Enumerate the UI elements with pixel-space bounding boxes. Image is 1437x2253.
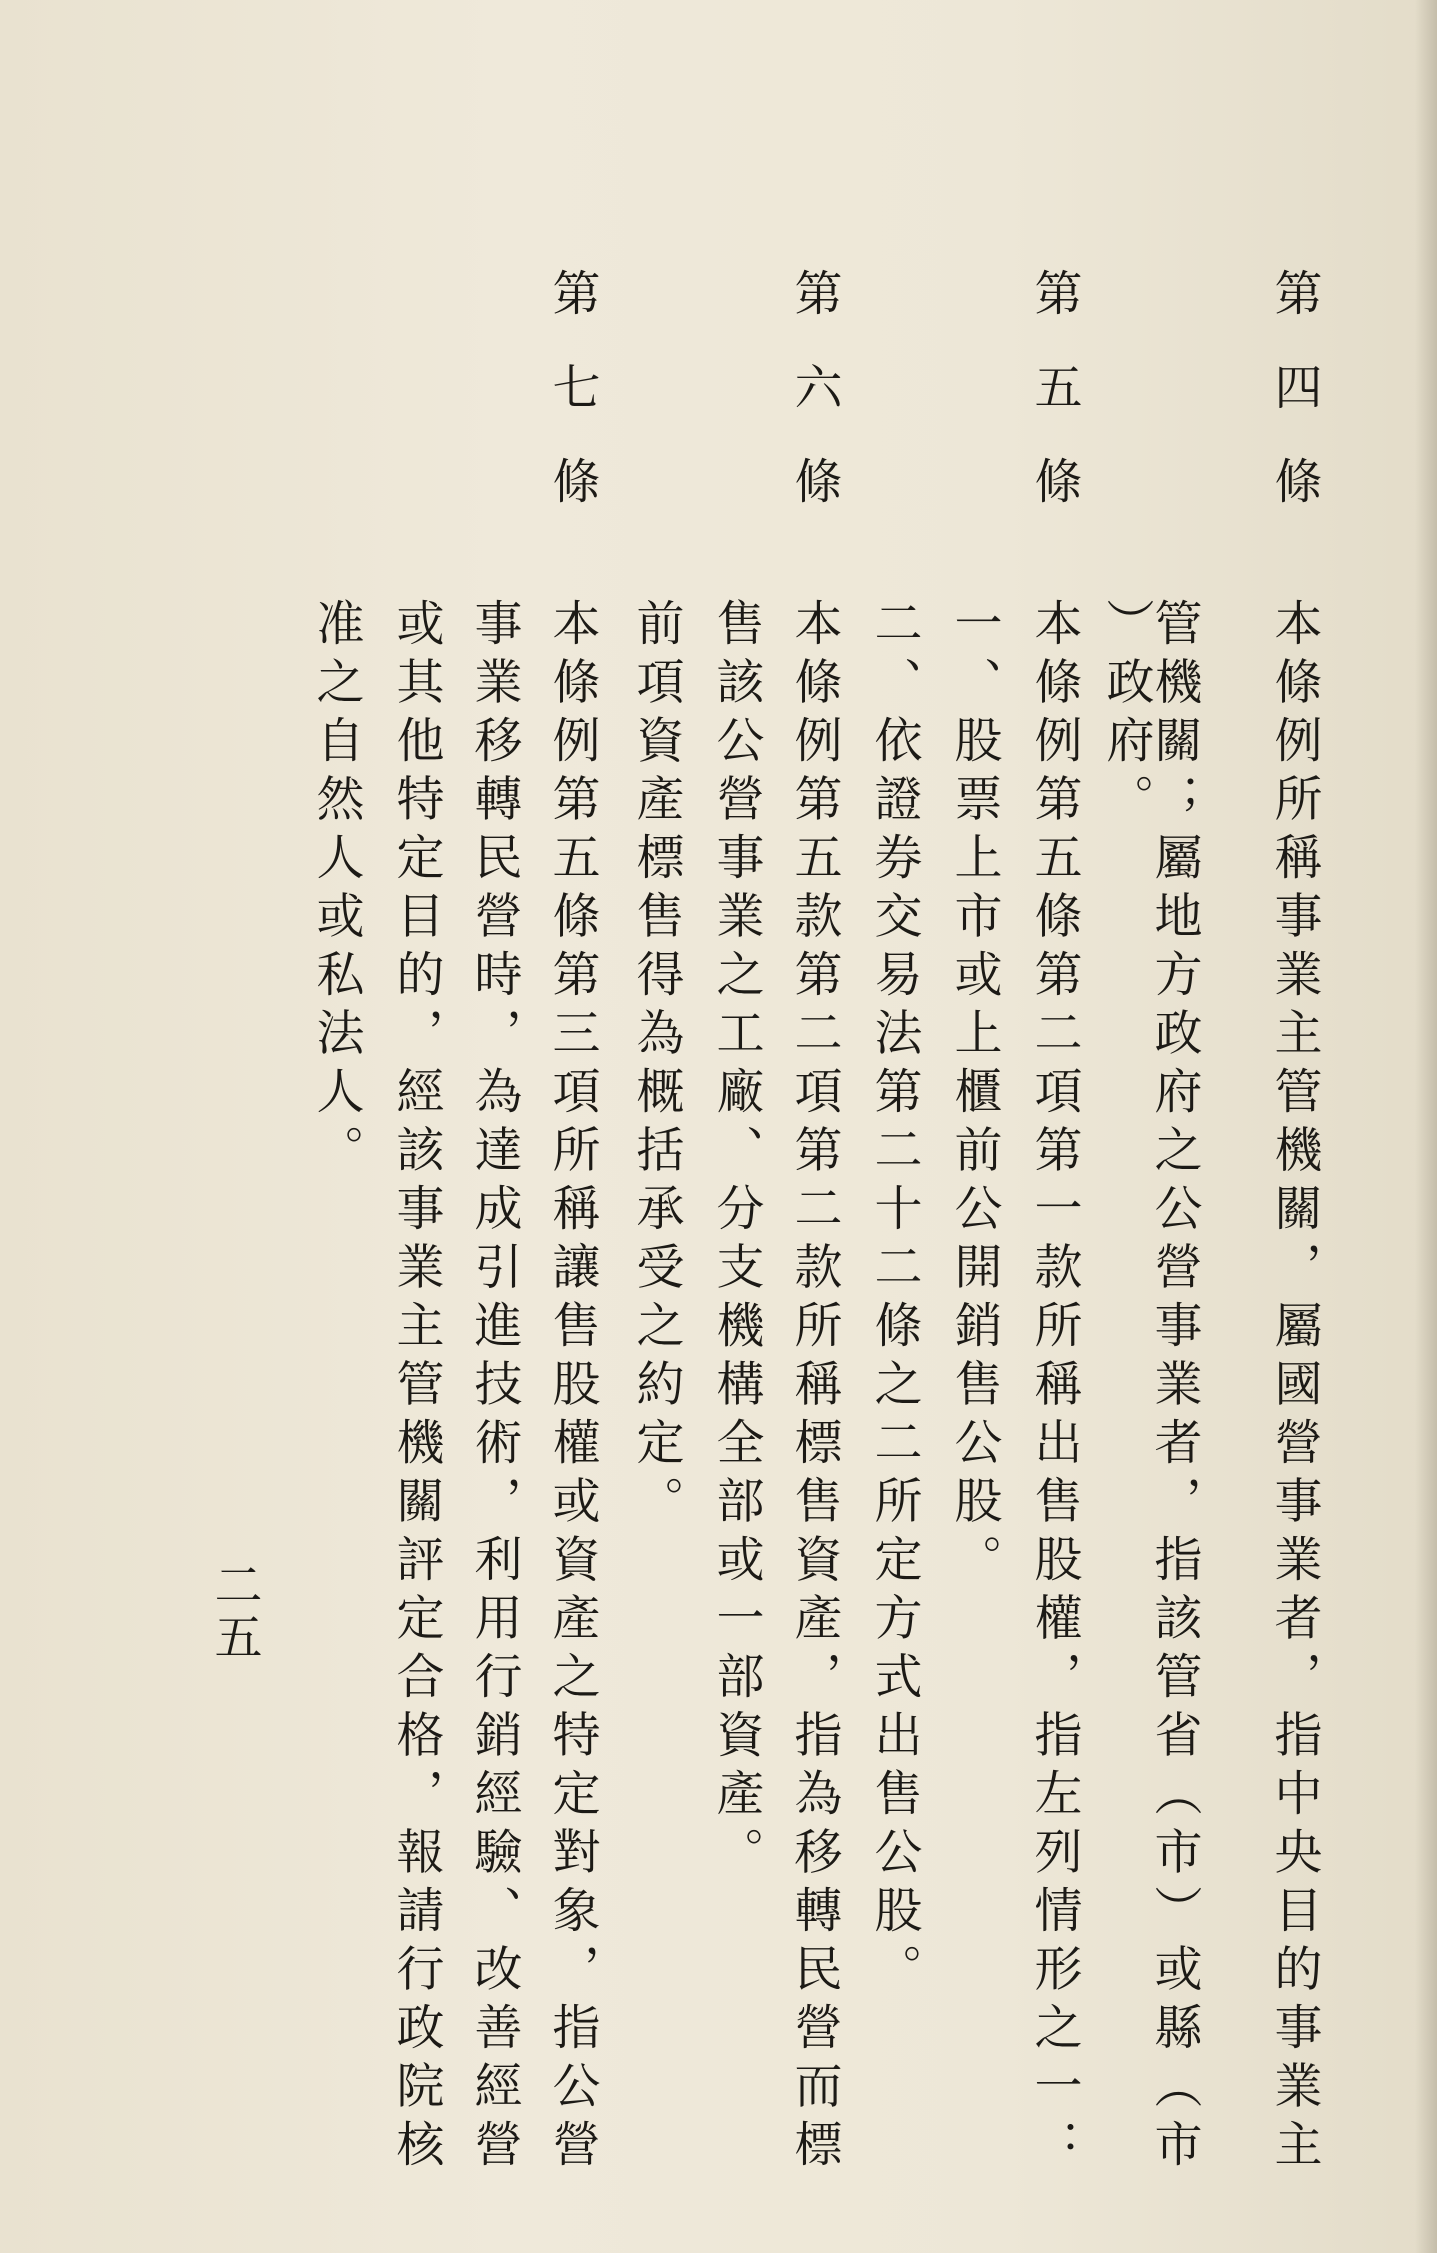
article-5-body-line-3: 二、依證券交易法第二十二條之二所定方式出售公股。	[866, 598, 922, 2002]
article-7-body-line-2: 事業移轉民營時，為達成引進技術，利用行銷經驗、改善經營	[466, 598, 522, 2178]
page-number: 二五	[206, 1560, 262, 1664]
article-5-body-line-1: 本條例第五條第二項第一款所稱出售股權，指左列情形之一：	[1026, 598, 1082, 2178]
page-edge-shadow	[1415, 0, 1437, 2253]
article-4-body-line-2: 管機關；屬地方政府之公營事業者，指該管省（市）或縣（市	[1146, 598, 1202, 2178]
article-6-body-line-3: 前項資產標售得為概括承受之約定。	[628, 598, 684, 1534]
article-7-body-line-3: 或其他特定目的，經該事業主管機關評定合格，報請行政院核	[388, 598, 444, 2178]
article-7-heading: 第七條	[544, 268, 600, 550]
article-7-body-line-4: 准之自然人或私法人。	[308, 598, 364, 1183]
article-6-heading: 第六條	[786, 268, 842, 550]
article-4-heading-col: 第四條	[1266, 268, 1322, 550]
article-5-heading: 第五條	[1026, 268, 1082, 550]
article-5-body-line-2: 一、股票上市或上櫃前公開銷售公股。	[946, 598, 1002, 1593]
article-7-body-line-1: 本條例第五條第三項所稱讓售股權或資產之特定對象，指公營	[544, 598, 600, 2178]
article-4-body-line-1: 本條例所稱事業主管機關，屬國營事業者，指中央目的事業主	[1266, 598, 1322, 2178]
article-6-body-line-1: 本條例第五款第二項第二款所稱標售資產，指為移轉民營而標	[786, 598, 842, 2178]
article-6-body-line-2: 售該公營事業之工廠、分支機構全部或一部資產。	[708, 598, 764, 1885]
article-4-body-line-3: ）政府。	[1098, 598, 1154, 832]
